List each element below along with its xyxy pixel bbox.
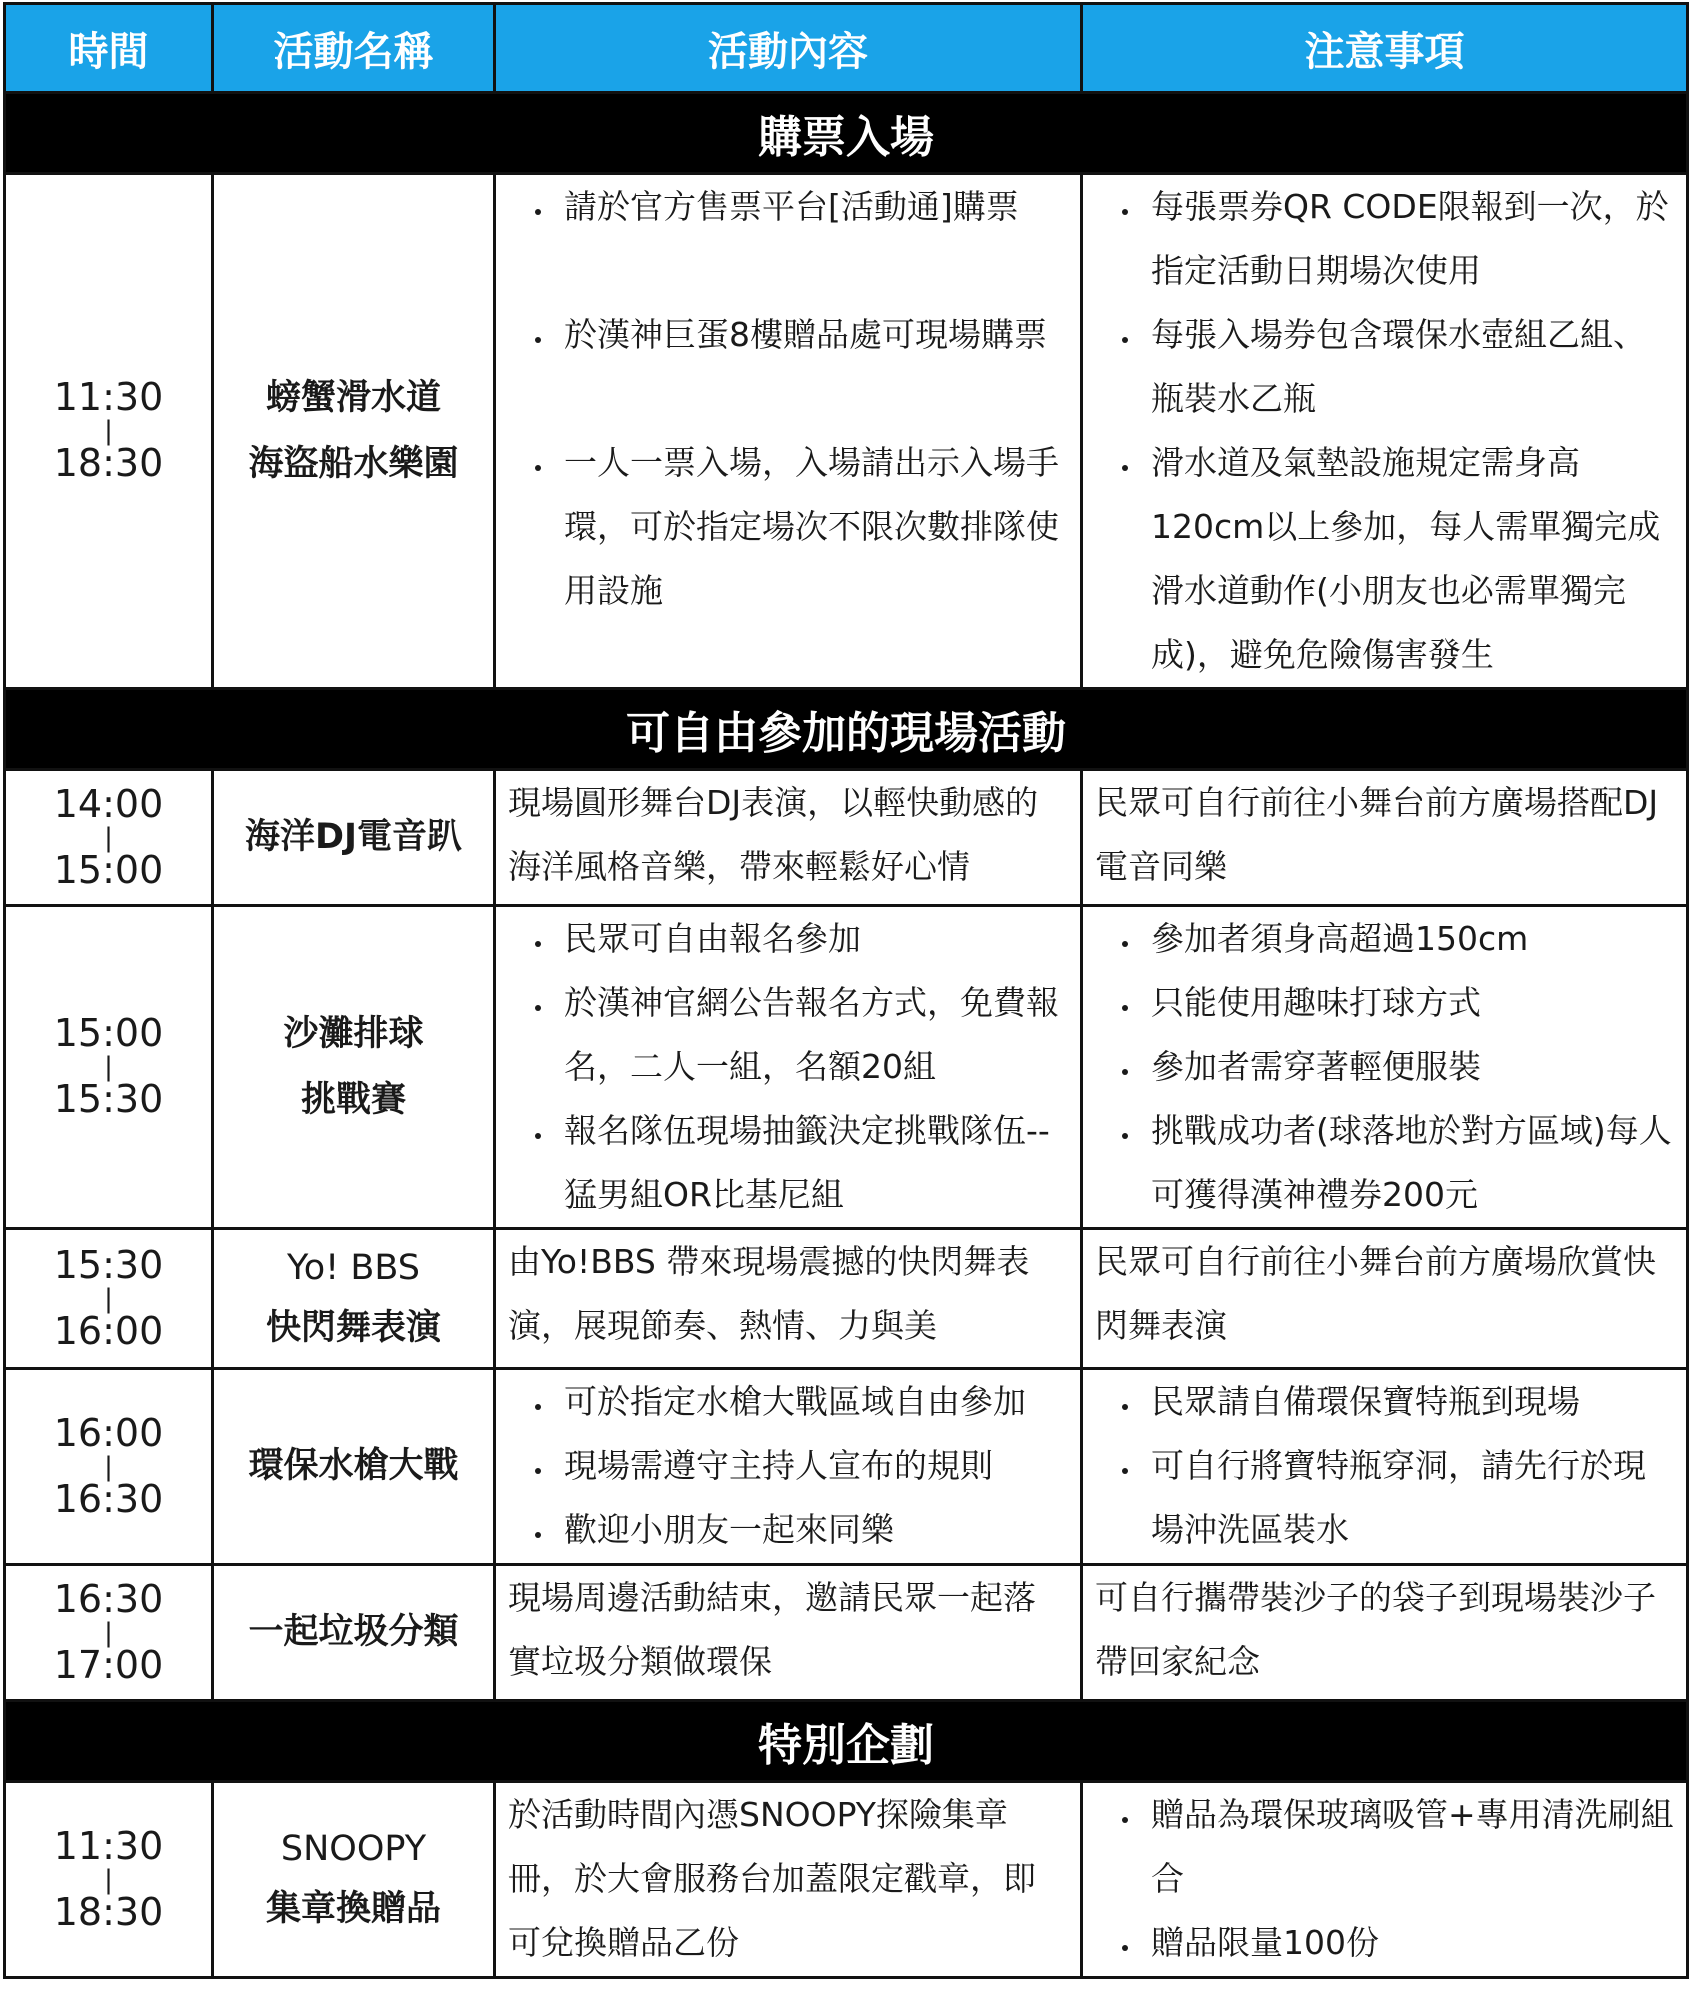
list-item: • 每張入場券包含環保水壺組乙組、瓶裝水乙瓶 — [1141, 303, 1676, 431]
list-item: • 於漢神官網公告報名方式，免費報名，二人一組，名額20組 — [554, 971, 1070, 1099]
activity-name-line: 海洋DJ電音趴 — [244, 817, 463, 858]
activity-content-cell: 現場周邊活動結束，邀請民眾一起落實垃圾分類做環保 — [495, 1565, 1082, 1701]
activity-content-cell — [495, 1369, 1082, 1565]
list-item: • 一人一票入場，入場請出示入場手環，可於指定場次不限次數排隊使用設施 — [554, 431, 1070, 623]
list-item: • 可於指定水槍大戰區域自由參加 — [554, 1370, 1070, 1434]
time-cell — [5, 770, 213, 906]
time-end: 15:00 — [53, 847, 164, 892]
activity-name-line: 沙灘排球 — [283, 1013, 424, 1054]
list-item: • 報名隊伍現場抽籤決定挑戰隊伍--猛男組OR比基尼組 — [554, 1099, 1070, 1227]
time-start: 11:30 — [53, 375, 164, 420]
time-separator: | — [104, 416, 113, 446]
activity-name-cell — [213, 770, 495, 906]
activity-name-cell — [213, 1369, 495, 1565]
section-title: 可自由參加的現場活動 — [5, 689, 1688, 770]
list-item: • 贈品限量100份 — [1141, 1911, 1676, 1975]
notes-cell: 可自行攜帶裝沙子的袋子到現場裝沙子帶回家紀念 — [1082, 1565, 1688, 1701]
list-item: • 每張票券QR CODE限報到一次，於指定活動日期場次使用 — [1141, 175, 1676, 303]
activity-name-cell — [213, 1782, 495, 1978]
table-row — [5, 1565, 1688, 1701]
time-separator: | — [104, 1283, 113, 1314]
list-item: • 滑水道及氣墊設施規定需身高120cm以上參加，每人需單獨完成滑水道動作(小朋友也必需單獨完成)，避免危險傷害發生 — [1141, 431, 1676, 687]
section-title: 購票入場 — [5, 93, 1688, 174]
time-end: 16:30 — [53, 1476, 164, 1521]
activity-name-line: 挑戰賽 — [300, 1080, 406, 1120]
section-row-free-activities — [5, 689, 1688, 770]
time-start: 16:00 — [53, 1410, 164, 1455]
time-cell — [5, 1369, 213, 1565]
activity-content-cell: 由Yo!BBS 帶來現場震撼的快閃舞表演，展現節奏、熱情、力與美 — [495, 1229, 1082, 1369]
time-end: 15:30 — [53, 1077, 164, 1121]
section-title: 特別企劃 — [5, 1701, 1688, 1782]
activity-name-line: Yo! BBS — [287, 1248, 420, 1288]
list-item: • 請於官方售票平台[活動通]購票 — [554, 175, 1070, 239]
time-cell — [5, 1782, 213, 1978]
table-row — [5, 1229, 1688, 1369]
header-notes: 注意事項 — [1082, 4, 1688, 93]
list-item: • 只能使用趣味打球方式 — [1141, 971, 1676, 1035]
list-item: • 民眾可自由報名參加 — [554, 907, 1070, 971]
time-end: 18:30 — [53, 441, 164, 485]
notes-cell — [1082, 174, 1688, 689]
activity-name-line: 快閃舞表演 — [265, 1307, 441, 1348]
activity-name-cell — [213, 906, 495, 1229]
notes-cell — [1082, 1369, 1688, 1565]
table-header-row — [5, 4, 1688, 93]
activity-name-line: SNOOPY — [280, 1829, 427, 1869]
section-row-tickets — [5, 93, 1688, 174]
activity-content-cell — [495, 906, 1082, 1229]
activity-name-line: 一起垃圾分類 — [248, 1612, 459, 1653]
time-cell — [5, 174, 213, 689]
list-item: • 民眾請自備環保寶特瓶到現場 — [1141, 1370, 1676, 1434]
header-activity-name: 活動名稱 — [213, 4, 495, 93]
activity-name-cell — [213, 1565, 495, 1701]
activity-name-cell — [213, 174, 495, 689]
time-separator: | — [104, 1617, 113, 1648]
list-item: • 歡迎小朋友一起來同樂 — [554, 1498, 1070, 1562]
header-time: 時間 — [5, 4, 213, 93]
time-start: 14:00 — [53, 781, 164, 826]
table-row — [5, 174, 1688, 689]
activity-content-cell — [495, 174, 1082, 689]
time-cell — [5, 1565, 213, 1701]
activity-schedule-table — [3, 2, 1689, 1979]
activity-name-line: 環保水槍大戰 — [248, 1446, 459, 1487]
table-row — [5, 906, 1688, 1229]
list-item: • 可自行將寶特瓶穿洞，請先行於現場沖洗區裝水 — [1141, 1434, 1676, 1562]
activity-content-cell: 現場圓形舞台DJ表演，以輕快動感的海洋風格音樂，帶來輕鬆好心情 — [495, 770, 1082, 906]
time-start: 11:30 — [53, 1823, 164, 1868]
time-separator: | — [104, 1864, 113, 1895]
list-item: • 挑戰成功者(球落地於對方區域)每人可獲得漢神禮券200元 — [1141, 1099, 1676, 1227]
time-start: 15:30 — [53, 1242, 164, 1287]
list-item: • 現場需遵守主持人宣布的規則 — [554, 1434, 1070, 1498]
time-end: 16:00 — [53, 1308, 164, 1353]
time-start: 16:30 — [53, 1576, 164, 1621]
list-item: • 參加者須身高超過150cm — [1141, 907, 1676, 971]
activity-name-line: 螃蟹滑水道 — [265, 377, 441, 418]
header-activity-content: 活動內容 — [495, 4, 1082, 93]
notes-cell: 民眾可自行前往小舞台前方廣場欣賞快閃舞表演 — [1082, 1229, 1688, 1369]
activity-name-cell — [213, 1229, 495, 1369]
time-end: 18:30 — [53, 1889, 164, 1934]
table-row — [5, 1782, 1688, 1978]
table-row — [5, 770, 1688, 906]
notes-cell — [1082, 906, 1688, 1229]
time-separator: | — [104, 1451, 113, 1482]
notes-cell — [1082, 1782, 1688, 1978]
notes-cell: 民眾可自行前往小舞台前方廣場搭配DJ電音同樂 — [1082, 770, 1688, 906]
activity-name-line: 海盜船水樂園 — [248, 444, 459, 484]
activity-content-cell: 於活動時間內憑SNOOPY探險集章冊，於大會服務台加蓋限定戳章，即可兌換贈品乙份 — [495, 1782, 1082, 1978]
time-separator: | — [104, 822, 113, 853]
list-item: • 贈品為環保玻璃吸管+專用清洗刷組合 — [1141, 1783, 1676, 1911]
time-cell — [5, 1229, 213, 1369]
list-item: • 於漢神巨蛋8樓贈品處可現場購票 — [554, 303, 1070, 367]
time-cell — [5, 906, 213, 1229]
time-separator: | — [104, 1052, 113, 1082]
list-item: • 參加者需穿著輕便服裝 — [1141, 1035, 1676, 1099]
table-row — [5, 1369, 1688, 1565]
time-end: 17:00 — [53, 1642, 164, 1687]
section-row-special — [5, 1701, 1688, 1782]
time-start: 15:00 — [53, 1011, 164, 1056]
activity-name-line: 集章換贈品 — [265, 1888, 441, 1929]
